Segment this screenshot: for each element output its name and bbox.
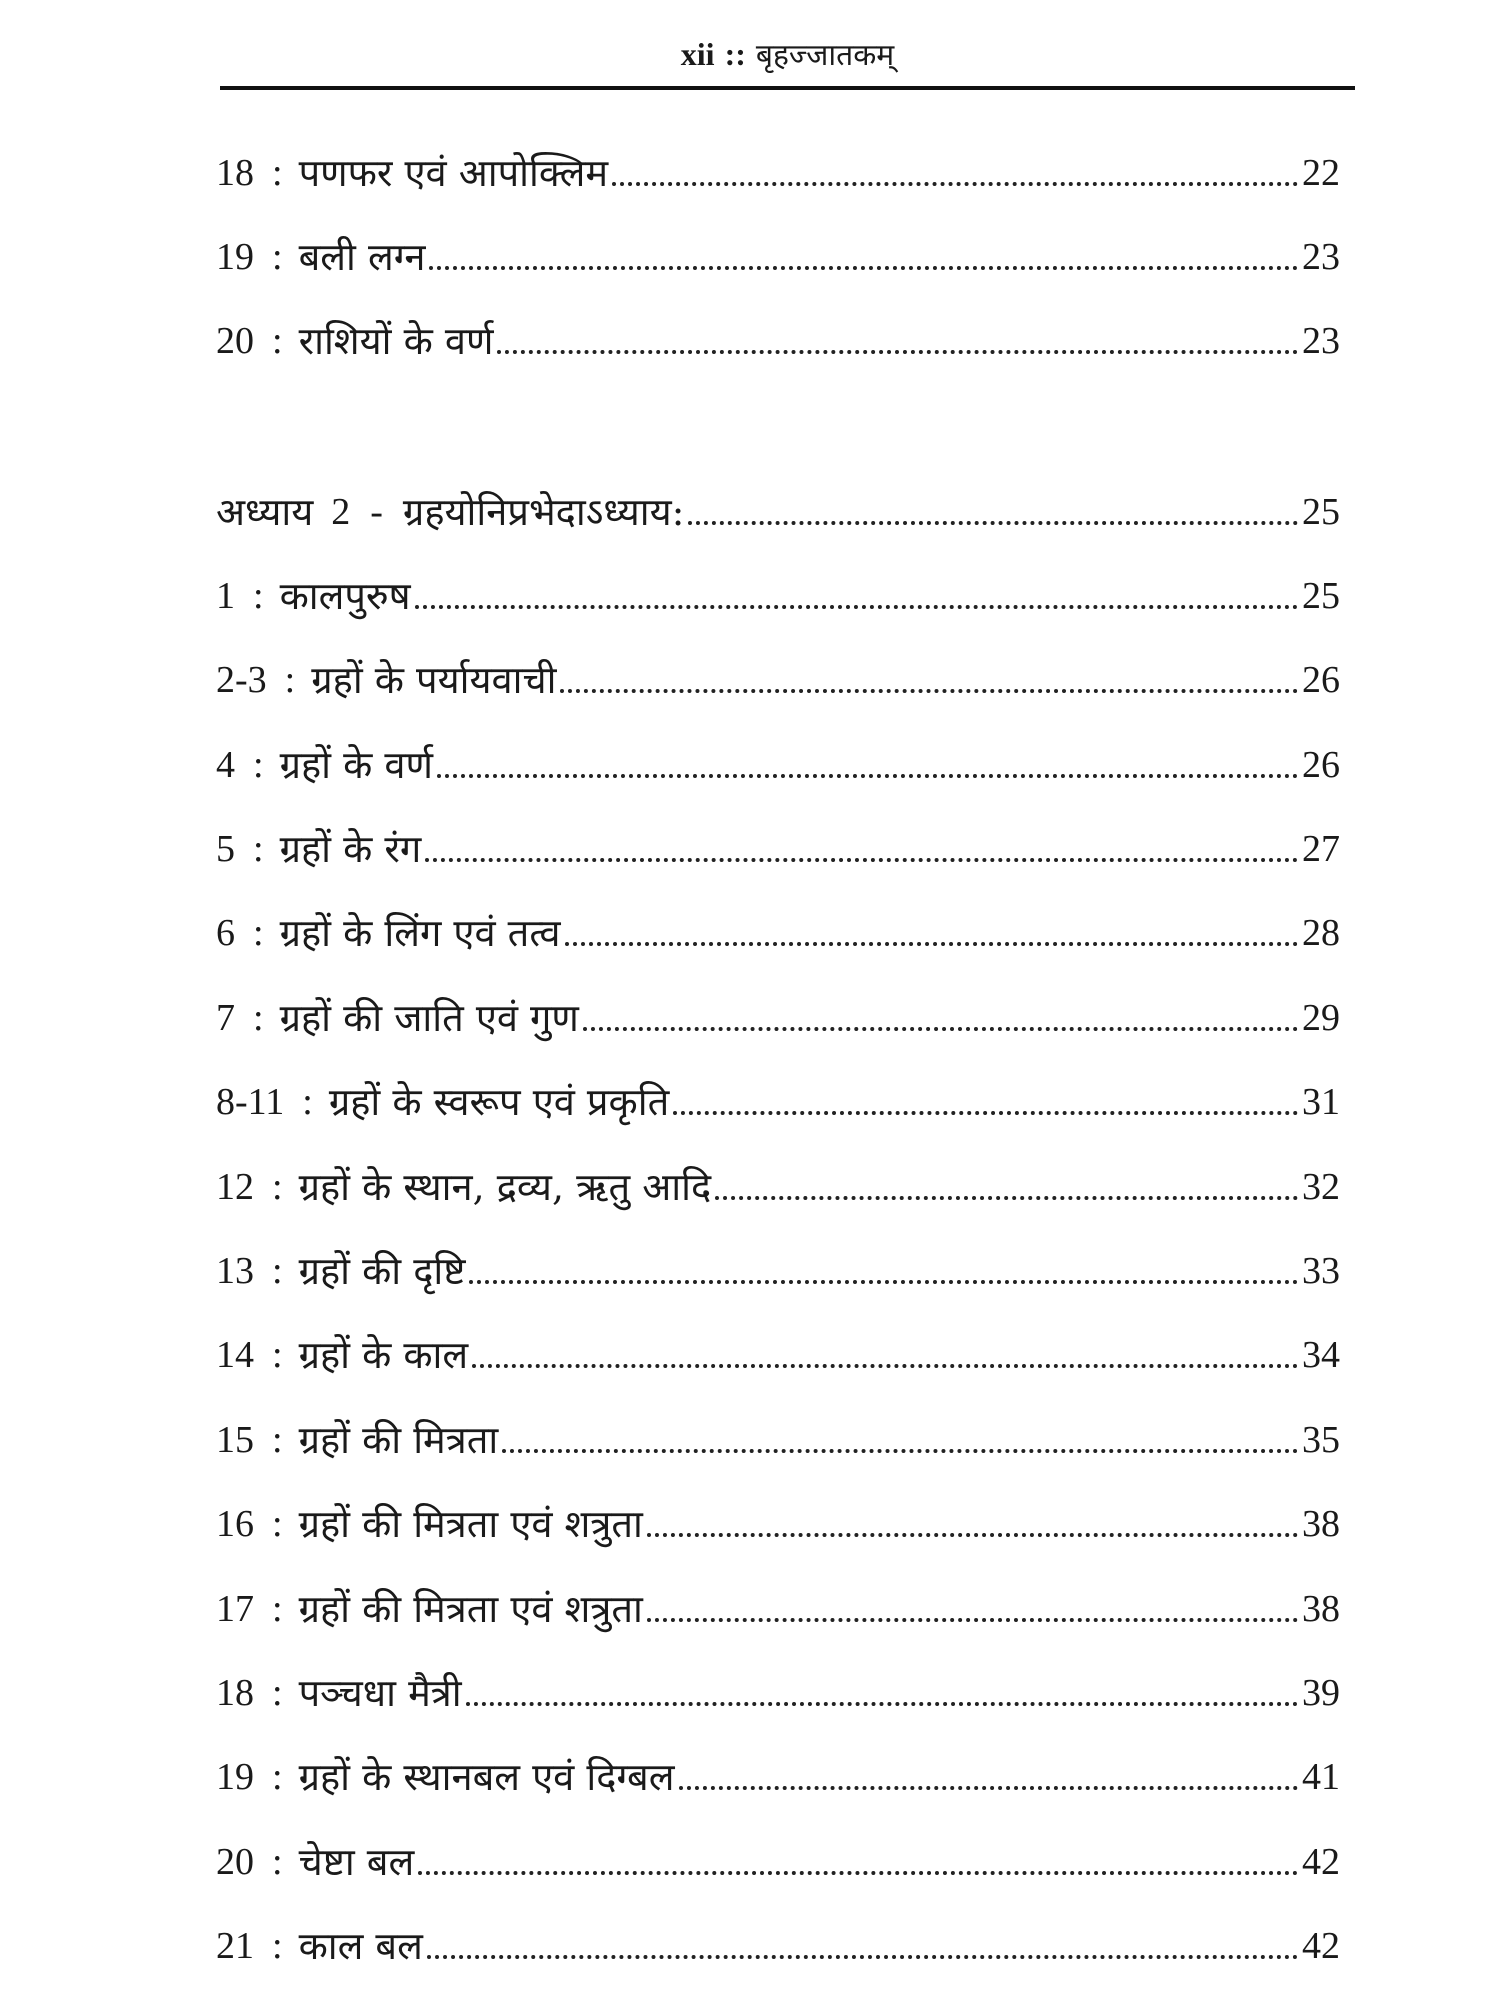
entry-colon: : [272, 1756, 283, 1798]
entry-number: 16 [216, 1503, 254, 1545]
entry-colon: : [272, 1925, 283, 1967]
entry-number: 18 [216, 152, 254, 194]
entry-colon: : [253, 828, 264, 870]
entry-page-number: 28 [1302, 912, 1340, 954]
entry-page-number: 41 [1302, 1756, 1340, 1798]
entry-colon: : [272, 236, 283, 278]
entry-title: ग्रहों के वर्ण [279, 743, 433, 787]
dot-leader [688, 521, 1298, 525]
entry-title: राशियों के वर्ण [298, 319, 494, 363]
entry-colon: : [272, 1672, 283, 1714]
running-header [220, 34, 1355, 76]
entry-colon: : [302, 1081, 313, 1123]
entry-number: 15 [216, 1419, 254, 1461]
toc-entry [216, 649, 1340, 705]
header-rule [220, 86, 1355, 90]
dot-leader [466, 1702, 1298, 1706]
entry-colon: : [272, 320, 283, 362]
entry-title: बली लग्न [298, 235, 426, 279]
entry-colon: : [272, 1166, 283, 1208]
toc-entry [216, 1746, 1340, 1802]
dot-leader [612, 182, 1298, 186]
entry-title: ग्रहों के स्वरूप एवं प्रकृति [328, 1080, 670, 1124]
entry-title: ग्रहों के पर्यायवाची [311, 658, 557, 702]
toc-entry [216, 1156, 1340, 1212]
entry-title: ग्रहों के स्थानबल एवं दिग्बल [298, 1755, 675, 1799]
entry-colon: : [272, 1419, 283, 1461]
entry-colon: : [253, 997, 264, 1039]
toc-entry [216, 226, 1340, 282]
entry-title: ग्रहों की मित्रता [298, 1418, 499, 1462]
entry-title: ग्रहों की मित्रता एवं शत्रुता [298, 1502, 643, 1546]
toc-entry [216, 1324, 1340, 1380]
toc-entry [216, 1493, 1340, 1549]
dot-leader [560, 689, 1298, 693]
entry-page-number: 27 [1302, 828, 1340, 870]
dot-leader [497, 350, 1298, 354]
entry-number: 17 [216, 1588, 254, 1630]
chapter-heading [216, 481, 1340, 537]
chapter-page-number: 25 [1302, 491, 1340, 533]
dot-leader [415, 605, 1298, 609]
toc-entry [216, 565, 1340, 621]
entry-page-number: 34 [1302, 1334, 1340, 1376]
entry-title: ग्रहों के काल [298, 1333, 469, 1377]
toc-entry [216, 1578, 1340, 1634]
entry-page-number: 23 [1302, 320, 1340, 362]
page-folio: xii [680, 36, 715, 72]
entry-page-number: 25 [1302, 575, 1340, 617]
dot-leader [427, 1955, 1298, 1959]
dot-leader [715, 1196, 1298, 1200]
entry-page-number: 42 [1302, 1841, 1340, 1883]
entry-title: ग्रहों की जाति एवं गुण [279, 996, 579, 1040]
dot-leader [437, 774, 1298, 778]
toc-entry [216, 902, 1340, 958]
entry-colon: : [272, 1503, 283, 1545]
dot-leader [679, 1786, 1298, 1790]
entry-number: 5 [216, 828, 235, 870]
entry-number: 1 [216, 575, 235, 617]
dot-leader [472, 1364, 1298, 1368]
dot-leader [583, 1027, 1298, 1031]
entry-title: ग्रहों की मित्रता एवं शत्रुता [298, 1587, 643, 1631]
entry-title: काल बल [298, 1924, 423, 1968]
entry-number: 2-3 [216, 659, 267, 701]
entry-page-number: 22 [1302, 152, 1340, 194]
entry-page-number: 32 [1302, 1166, 1340, 1208]
entry-colon: : [272, 1588, 283, 1630]
toc-entry [216, 1071, 1340, 1127]
chapter-number: 2 [331, 491, 351, 533]
dot-leader [418, 1871, 1298, 1875]
entry-colon: : [272, 1250, 283, 1292]
entry-number: 20 [216, 1841, 254, 1883]
entry-number: 21 [216, 1925, 254, 1967]
toc-entry [216, 1831, 1340, 1887]
entry-number: 6 [216, 912, 235, 954]
entry-number: 4 [216, 744, 235, 786]
entry-number: 19 [216, 1756, 254, 1798]
chapter-dash: - [370, 491, 383, 533]
toc-entry [216, 1662, 1340, 1718]
dot-leader [425, 858, 1298, 862]
entry-page-number: 23 [1302, 236, 1340, 278]
entry-title: कालपुरुष [279, 574, 411, 618]
toc-entry [216, 310, 1340, 366]
entry-title: ग्रहों के लिंग एवं तत्व [279, 911, 561, 955]
entry-number: 12 [216, 1166, 254, 1208]
entry-title: चेष्टा बल [298, 1840, 415, 1884]
chapter-title: ग्रहयोनिप्रभेदाऽध्याय: [402, 490, 685, 534]
toc-entry [216, 142, 1340, 198]
dot-leader [673, 1111, 1298, 1115]
entry-number: 8-11 [216, 1081, 285, 1123]
entry-colon: : [272, 1841, 283, 1883]
entry-number: 18 [216, 1672, 254, 1714]
entry-number: 14 [216, 1334, 254, 1376]
entry-number: 19 [216, 236, 254, 278]
dot-leader [647, 1618, 1298, 1622]
header-separator: :: [724, 36, 746, 72]
entry-title: पञ्चधा मैत्री [298, 1671, 462, 1715]
entry-page-number: 38 [1302, 1503, 1340, 1545]
entry-page-number: 26 [1302, 744, 1340, 786]
dot-leader [469, 1280, 1298, 1284]
chapter-label: अध्याय [216, 490, 314, 534]
entry-title: ग्रहों के स्थान, द्रव्य, ऋतु आदि [298, 1165, 712, 1209]
entry-title: पणफर एवं आपोक्लिम [298, 151, 609, 195]
entry-page-number: 26 [1302, 659, 1340, 701]
toc-entry [216, 1409, 1340, 1465]
dot-leader [502, 1449, 1298, 1453]
entry-page-number: 29 [1302, 997, 1340, 1039]
entry-colon: : [284, 659, 296, 701]
entry-colon: : [272, 152, 283, 194]
dot-leader [647, 1533, 1298, 1537]
entry-page-number: 39 [1302, 1672, 1340, 1714]
entry-colon: : [253, 575, 264, 617]
toc-entry [216, 987, 1340, 1043]
entry-page-number: 42 [1302, 1925, 1340, 1967]
entry-page-number: 38 [1302, 1588, 1340, 1630]
toc-entry [216, 1915, 1340, 1971]
entry-page-number: 35 [1302, 1419, 1340, 1461]
toc-entry [216, 1240, 1340, 1296]
entry-colon: : [272, 1334, 283, 1376]
entry-title: ग्रहों की दृष्टि [298, 1249, 466, 1293]
entry-number: 13 [216, 1250, 254, 1292]
toc-entry [216, 818, 1340, 874]
dot-leader [429, 266, 1298, 270]
entry-number: 20 [216, 320, 254, 362]
entry-number: 7 [216, 997, 235, 1039]
toc-entry [216, 734, 1340, 790]
entry-colon: : [253, 912, 264, 954]
entry-title: ग्रहों के रंग [279, 827, 422, 871]
dot-leader [565, 942, 1298, 946]
entry-colon: : [253, 744, 264, 786]
book-title: बृहज्जातकम् [755, 38, 895, 73]
entry-page-number: 33 [1302, 1250, 1340, 1292]
entry-page-number: 31 [1302, 1081, 1340, 1123]
